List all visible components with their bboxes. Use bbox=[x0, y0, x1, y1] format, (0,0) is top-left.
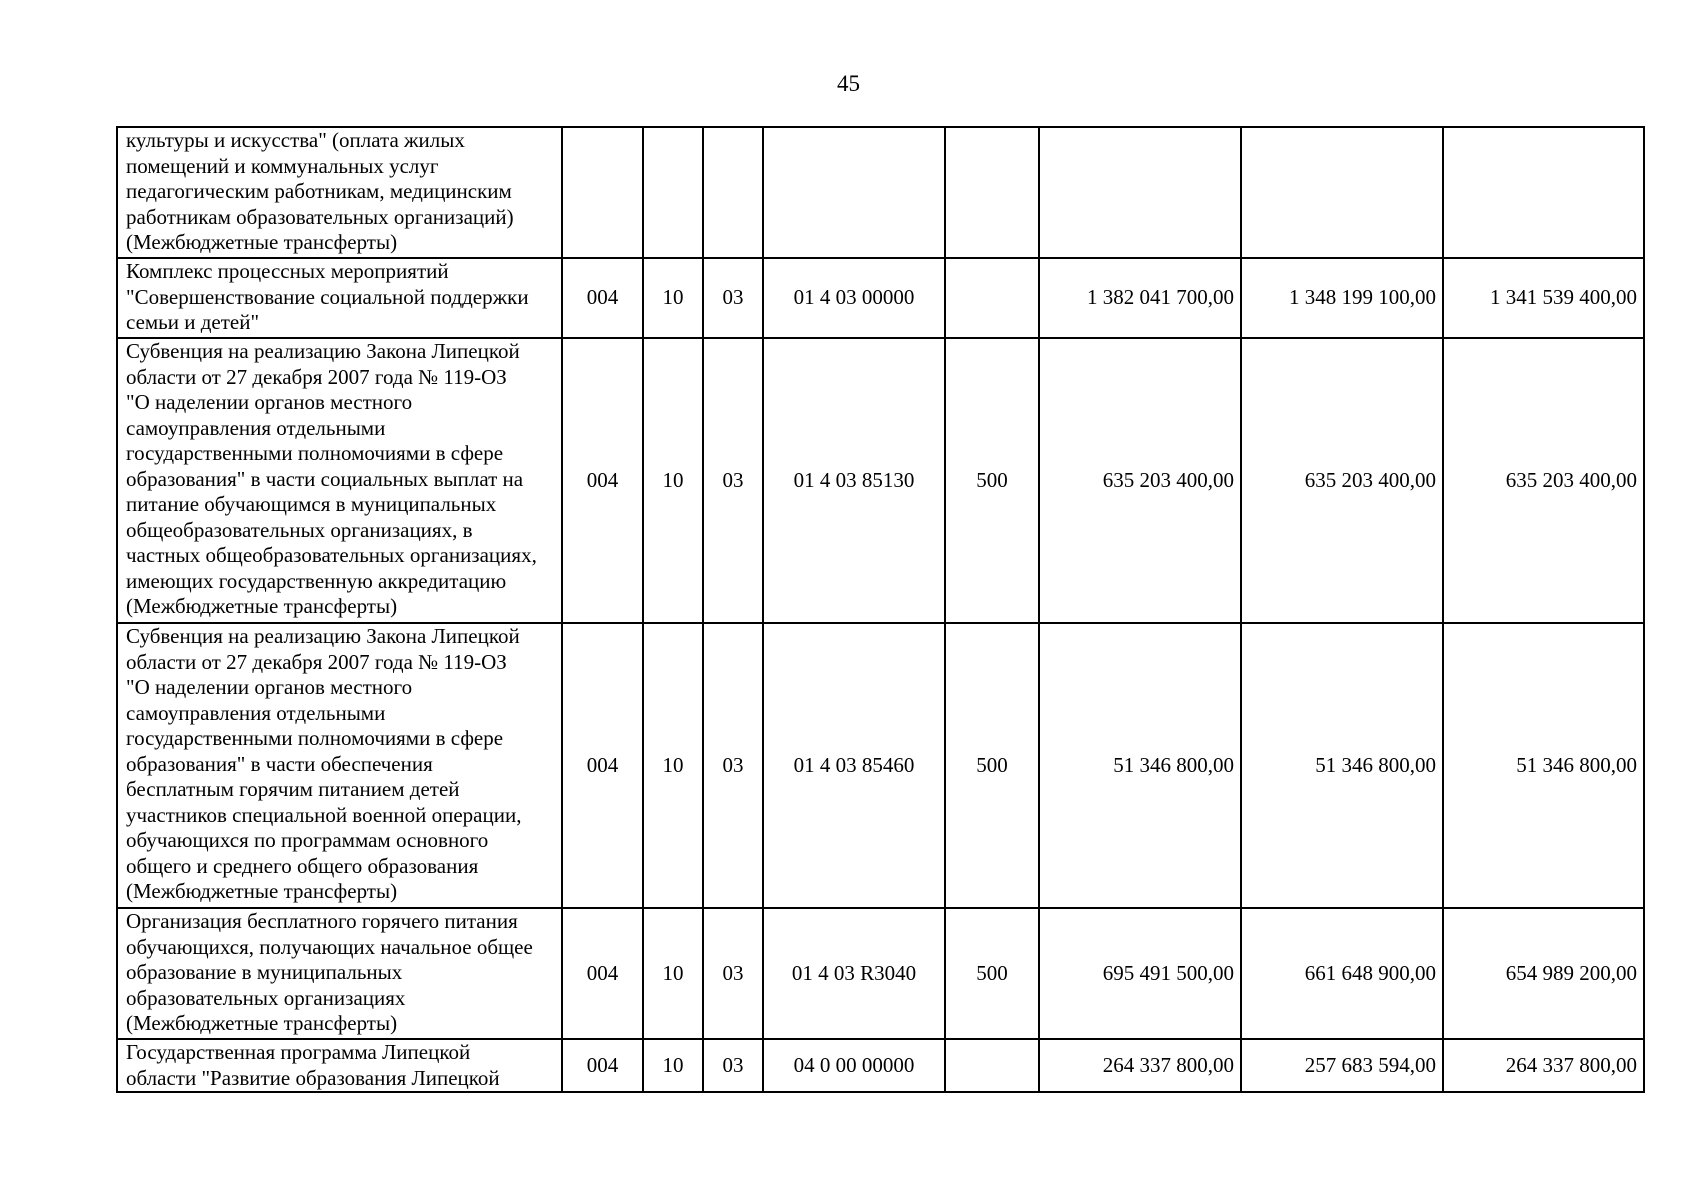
table-row bbox=[117, 127, 1644, 258]
podrazdel-cell: 03 bbox=[703, 908, 763, 1039]
item-name-line: государственными полномочиями в сфере bbox=[126, 726, 504, 750]
sum-year2-cell: 257 683 594,00 bbox=[1241, 1039, 1443, 1092]
item-name-line: частных общеобразовательных организациях, bbox=[126, 543, 537, 567]
expense-type-cell: 500 bbox=[945, 908, 1039, 1039]
item-name-line: (Межбюджетные трансферты) bbox=[126, 879, 398, 903]
razdel-cell: 10 bbox=[643, 1039, 703, 1092]
budget-table bbox=[116, 126, 1645, 1093]
page-number: 45 bbox=[837, 71, 860, 96]
sum-year1-cell bbox=[1039, 127, 1241, 258]
podrazdel-cell bbox=[703, 127, 763, 258]
table-row bbox=[117, 1039, 1644, 1092]
item-name-line: самоуправления отдельными bbox=[126, 415, 386, 440]
target-article-cell: 04 0 00 00000 bbox=[763, 1039, 945, 1092]
sum-year1-cell: 695 491 500,00 bbox=[1039, 908, 1241, 1039]
sum-year2-cell: 1 348 199 100,00 bbox=[1241, 258, 1443, 338]
target-article-cell: 01 4 03 85460 bbox=[763, 623, 945, 908]
item-name-line: Субвенция на реализацию Закона Липецкой bbox=[126, 624, 520, 648]
item-name-line: области "Развитие образования Липецкой bbox=[126, 1065, 500, 1090]
vedomstvo-cell bbox=[562, 127, 643, 258]
table-row bbox=[117, 623, 1644, 908]
item-name-line: имеющих государственную аккредитацию bbox=[126, 568, 507, 593]
item-name-line: общеобразовательных организациях, в bbox=[126, 517, 473, 542]
vedomstvo-cell: 004 bbox=[562, 623, 643, 908]
sum-year3-cell: 1 341 539 400,00 bbox=[1443, 258, 1644, 338]
razdel-cell: 10 bbox=[643, 908, 703, 1039]
sum-year2-cell: 51 346 800,00 bbox=[1241, 623, 1443, 908]
expense-type-cell bbox=[945, 1039, 1039, 1092]
item-name-line: (Межбюджетные трансферты) bbox=[126, 594, 398, 618]
item-name-cell bbox=[117, 908, 562, 1039]
target-article-cell: 01 4 03 R3040 bbox=[763, 908, 945, 1039]
sum-year3-cell bbox=[1443, 127, 1644, 258]
razdel-cell: 10 bbox=[643, 338, 703, 623]
podrazdel-cell: 03 bbox=[703, 1039, 763, 1092]
item-name-cell bbox=[117, 127, 562, 258]
expense-type-cell: 500 bbox=[945, 338, 1039, 623]
item-name-line: питание обучающимся в муниципальных bbox=[126, 492, 497, 516]
item-name-line: обучающихся, получающих начальное общее bbox=[126, 934, 533, 959]
item-name-line: (Межбюджетные трансферты) bbox=[126, 1011, 398, 1035]
item-name-line: Государственная программа Липецкой bbox=[126, 1040, 471, 1064]
item-name-cell bbox=[117, 623, 562, 908]
item-name-line: образование в муниципальных bbox=[126, 960, 403, 984]
sum-year2-cell: 635 203 400,00 bbox=[1241, 338, 1443, 623]
item-name-line: бесплатным горячим питанием детей bbox=[126, 777, 460, 801]
item-name-line: обучающихся по программам основного bbox=[126, 828, 489, 852]
item-name-cell bbox=[117, 258, 562, 338]
item-name-line: семьи и детей" bbox=[126, 310, 260, 334]
sum-year1-cell: 635 203 400,00 bbox=[1039, 338, 1241, 623]
item-name-line: Организация бесплатного горячего питания bbox=[126, 909, 518, 933]
sum-year1-cell: 264 337 800,00 bbox=[1039, 1039, 1241, 1092]
podrazdel-cell: 03 bbox=[703, 258, 763, 338]
expense-type-cell bbox=[945, 127, 1039, 258]
sum-year3-cell: 264 337 800,00 bbox=[1443, 1039, 1644, 1092]
vedomstvo-cell: 004 bbox=[562, 258, 643, 338]
item-name-line: образовательных организациях bbox=[126, 985, 406, 1010]
item-name-line: самоуправления отдельными bbox=[126, 700, 386, 725]
item-name-line: "О наделении органов местного bbox=[126, 390, 413, 414]
item-name-line: образования" в части обеспечения bbox=[126, 751, 433, 776]
item-name-line: педагогическим работникам, медицинским bbox=[126, 179, 512, 203]
item-name-line: области от 27 декабря 2007 года № 119-ОЗ bbox=[126, 649, 507, 674]
item-name-line: образования" в части социальных выплат на bbox=[126, 466, 524, 491]
target-article-cell bbox=[763, 127, 945, 258]
item-name-cell bbox=[117, 338, 562, 623]
sum-year2-cell: 661 648 900,00 bbox=[1241, 908, 1443, 1039]
sum-year1-cell: 1 382 041 700,00 bbox=[1039, 258, 1241, 338]
expense-type-cell bbox=[945, 258, 1039, 338]
razdel-cell: 10 bbox=[643, 258, 703, 338]
target-article-cell: 01 4 03 85130 bbox=[763, 338, 945, 623]
razdel-cell bbox=[643, 127, 703, 258]
item-name-line: "О наделении органов местного bbox=[126, 675, 413, 699]
item-name-line: государственными полномочиями в сфере bbox=[126, 441, 504, 465]
table-row bbox=[117, 338, 1644, 623]
item-name-cell bbox=[117, 1039, 562, 1092]
item-name-line: участников специальной военной операции, bbox=[126, 802, 522, 827]
table-row bbox=[117, 908, 1644, 1039]
table-row bbox=[117, 258, 1644, 338]
sum-year3-cell: 51 346 800,00 bbox=[1443, 623, 1644, 908]
item-name-line: культуры и искусства" (оплата жилых bbox=[126, 128, 465, 152]
item-name-line: общего и среднего общего образования bbox=[126, 853, 479, 878]
item-name-line: Комплекс процессных мероприятий bbox=[126, 259, 449, 283]
item-name-line: "Совершенствование социальной поддержки bbox=[126, 284, 529, 309]
sum-year3-cell: 654 989 200,00 bbox=[1443, 908, 1644, 1039]
podrazdel-cell: 03 bbox=[703, 338, 763, 623]
sum-year3-cell: 635 203 400,00 bbox=[1443, 338, 1644, 623]
vedomstvo-cell: 004 bbox=[562, 908, 643, 1039]
item-name-line: помещений и коммунальных услуг bbox=[126, 153, 439, 178]
item-name-line: (Межбюджетные трансферты) bbox=[126, 230, 398, 254]
vedomstvo-cell: 004 bbox=[562, 1039, 643, 1092]
item-name-line: области от 27 декабря 2007 года № 119-ОЗ bbox=[126, 364, 507, 389]
sum-year2-cell bbox=[1241, 127, 1443, 258]
table-body bbox=[117, 127, 1644, 1092]
target-article-cell: 01 4 03 00000 bbox=[763, 258, 945, 338]
vedomstvo-cell: 004 bbox=[562, 338, 643, 623]
podrazdel-cell: 03 bbox=[703, 623, 763, 908]
razdel-cell: 10 bbox=[643, 623, 703, 908]
item-name-line: работникам образовательных организаций) bbox=[126, 204, 514, 229]
expense-type-cell: 500 bbox=[945, 623, 1039, 908]
item-name-line: Субвенция на реализацию Закона Липецкой bbox=[126, 339, 520, 363]
sum-year1-cell: 51 346 800,00 bbox=[1039, 623, 1241, 908]
